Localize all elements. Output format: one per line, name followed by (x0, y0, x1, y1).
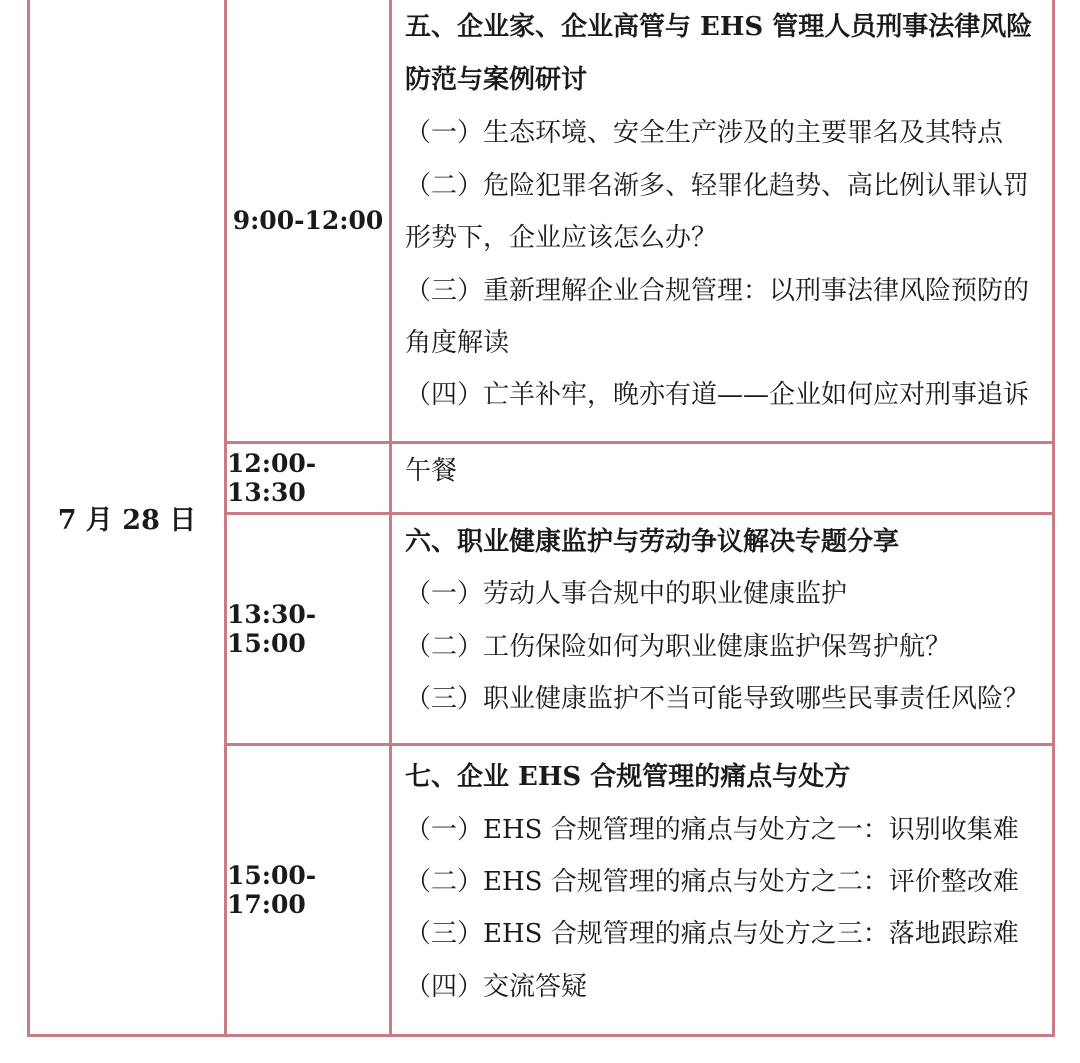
date-cell: 7 月 28 日 (57, 504, 197, 536)
session-item: （二）EHS 合规管理的痛点与处方之二：评价整改难 (405, 867, 1019, 897)
session-item: （一）EHS 合规管理的痛点与处方之一：识别收集难 (405, 815, 1019, 845)
session-title: 五、企业家、企业高管与 EHS 管理人员刑事法律风险 (405, 12, 1033, 42)
time-cell: 9:00-12:00 (232, 206, 384, 235)
session-item: （二）工伤保险如何为职业健康监护保驾护航？ (405, 632, 952, 662)
table-border-bottom (27, 1034, 1055, 1037)
session-title: 七、企业 EHS 合规管理的痛点与处方 (405, 762, 851, 792)
time-cell: 12:00-13:30 (227, 449, 317, 507)
session-item: （三）EHS 合规管理的痛点与处方之三：落地跟踪难 (405, 919, 1019, 949)
session-item: （三）重新理解企业合规管理：以刑事法律风险预防的 (405, 276, 1030, 306)
session-content (405, 515, 1055, 743)
session-item: （一）生态环境、安全生产涉及的主要罪名及其特点 (405, 118, 1004, 148)
time-cell: 15:00-17:00 (227, 861, 317, 919)
session-content (405, 746, 1055, 1034)
session-item: （四）亡羊补牢，晚亦有道——企业如何应对刑事追诉 (405, 380, 1030, 410)
session-title: 防范与案例研讨 (405, 65, 588, 95)
session-item: （三）职业健康监护不当可能导致哪些民事责任风险？ (405, 684, 1030, 714)
table-border-time-divider (389, 0, 392, 1037)
session-item: 午餐 (405, 456, 458, 486)
session-item: （一）劳动人事合规中的职业健康监护 (405, 579, 848, 609)
time-cell: 13:30-15:00 (227, 600, 317, 658)
session-item: 形势下，企业应该怎么办？ (405, 223, 718, 253)
session-item: （四）交流答疑 (405, 972, 588, 1002)
session-content (405, 0, 1055, 441)
session-item: 角度解读 (405, 328, 510, 358)
session-content (405, 444, 1055, 512)
session-item: （二）危险犯罪名渐多、轻罪化趋势、高比例认罪认罚 (405, 171, 1030, 201)
session-title: 六、职业健康监护与劳动争议解决专题分享 (405, 527, 900, 557)
